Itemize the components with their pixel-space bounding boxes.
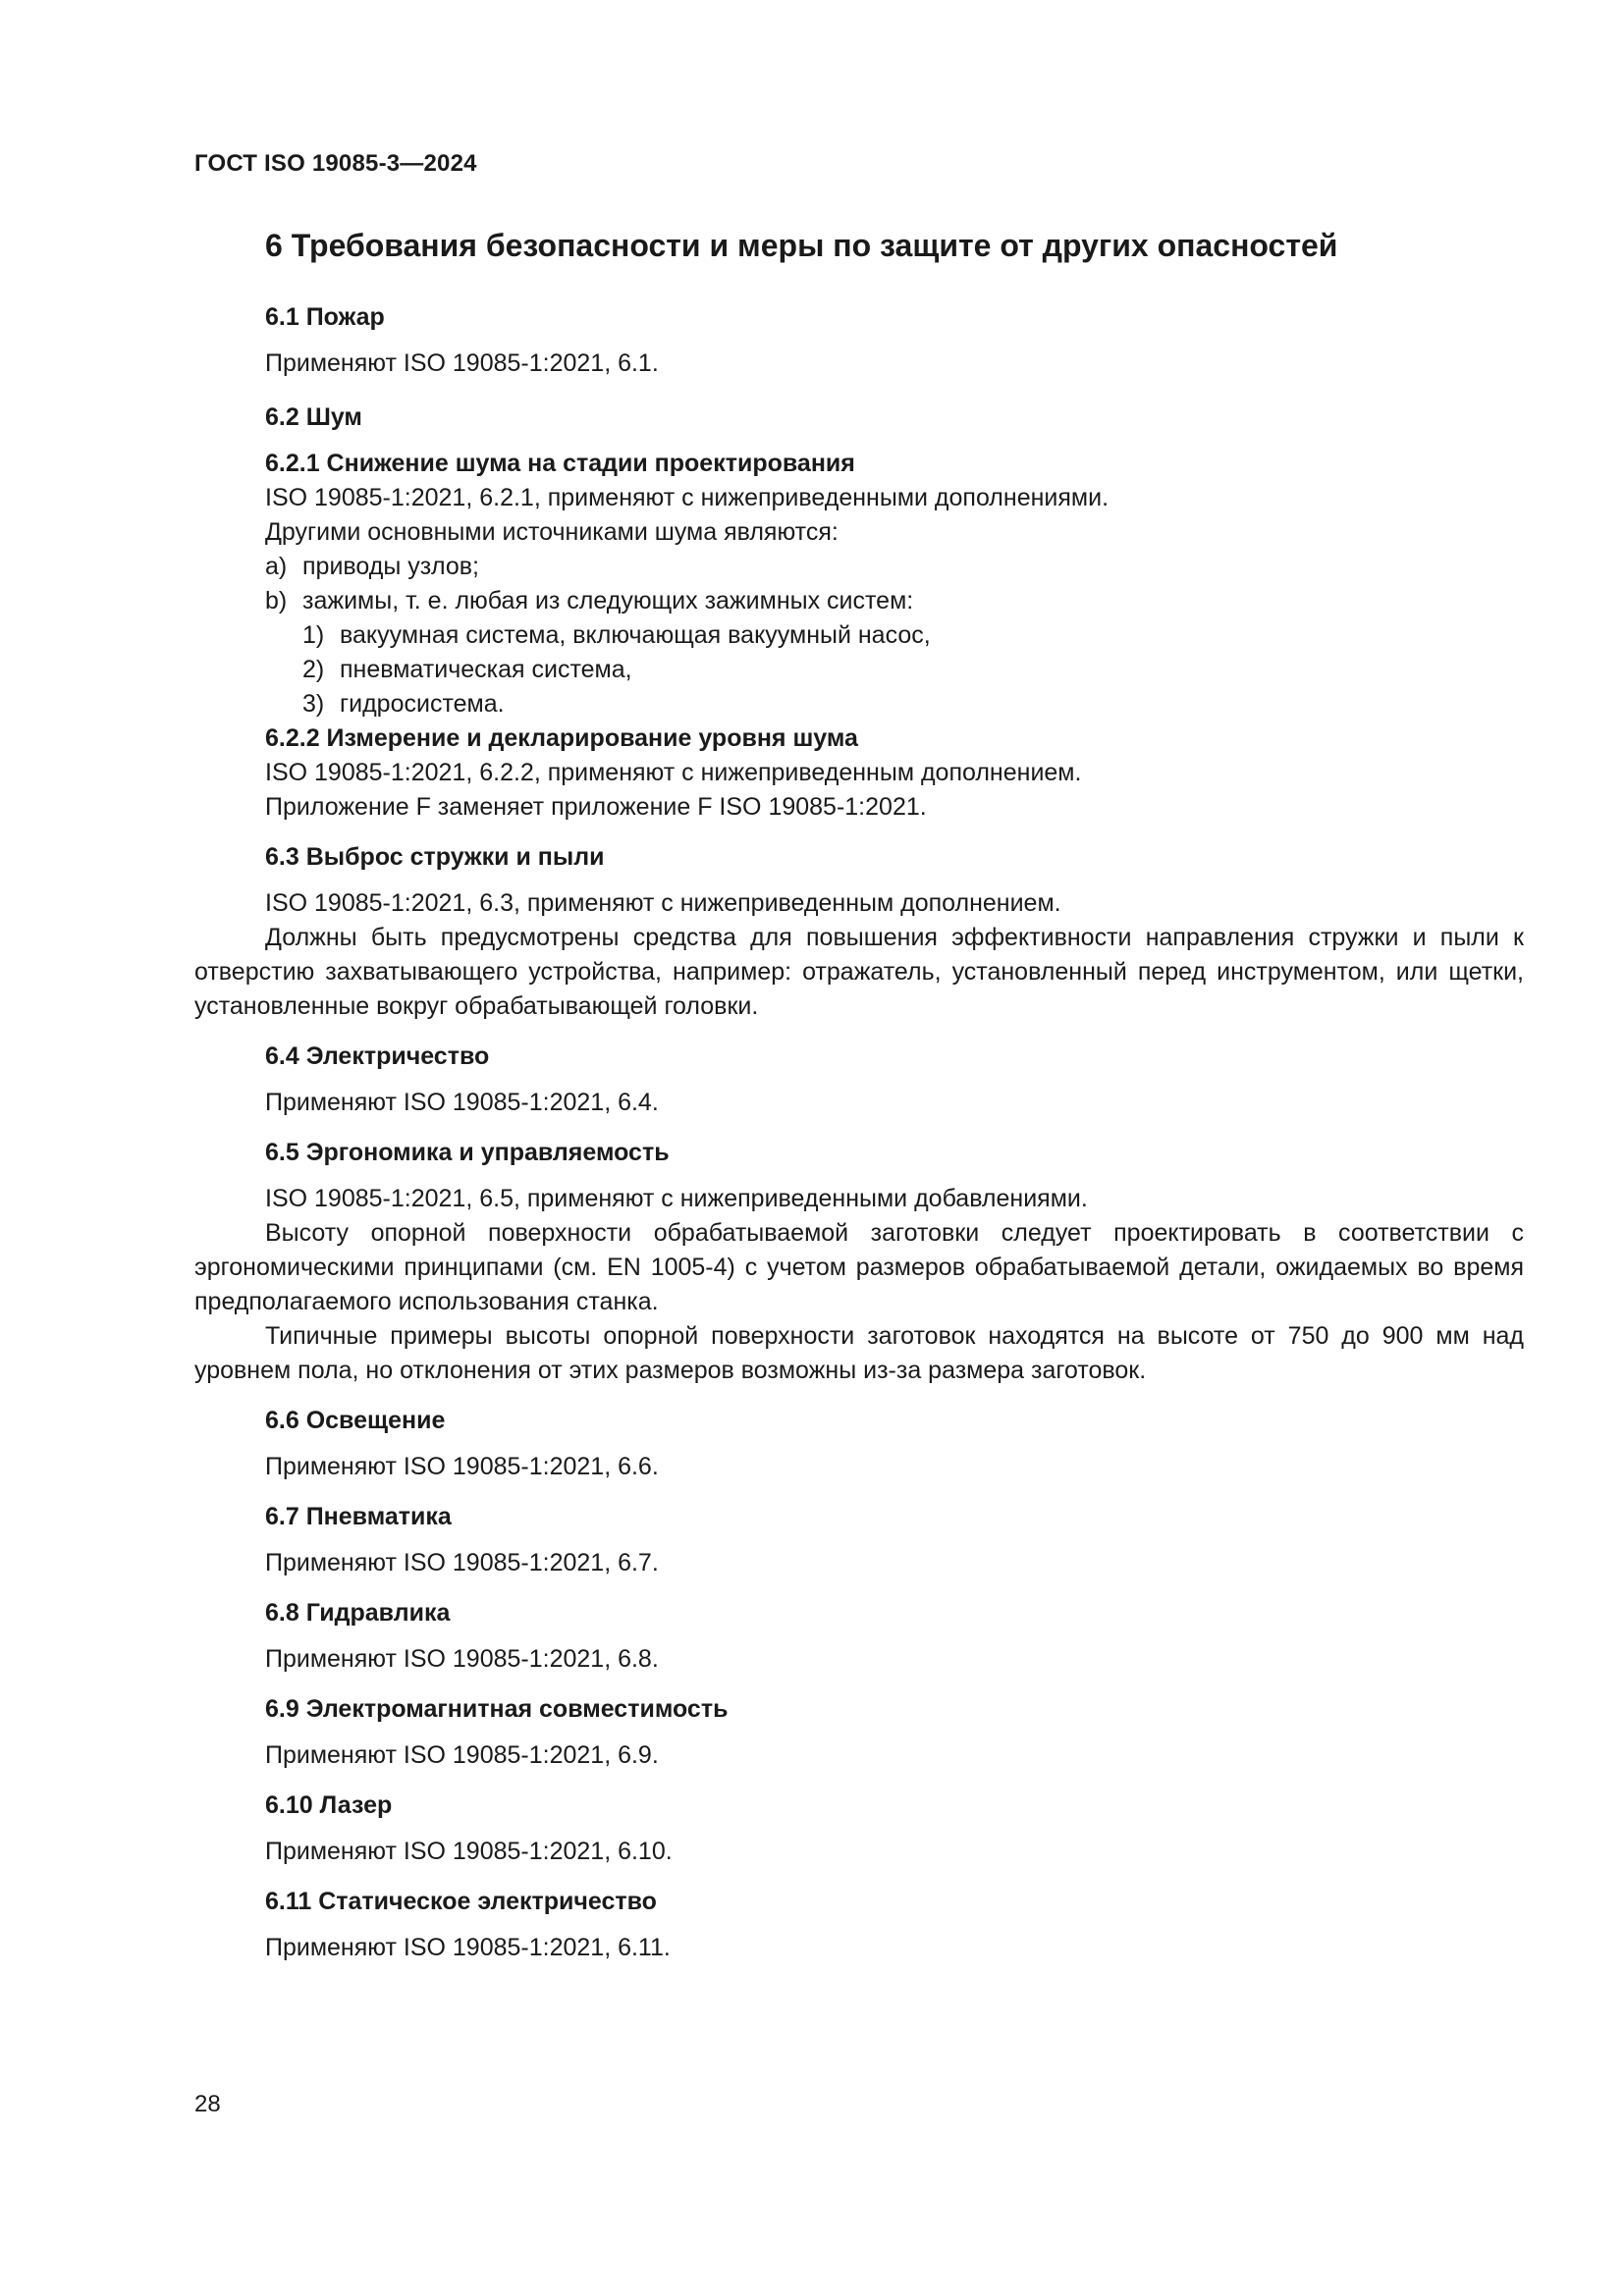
section-6-3-title: 6.3 Выброс стружки и пыли — [265, 843, 605, 871]
section-6-title: 6 Требования безопасности и меры по защите от других опасностей — [265, 228, 1338, 263]
section-6-4-title: 6.4 Электричество — [265, 1042, 490, 1070]
section-6-1-text: Применяют ISO 19085-1:2021, 6.1. — [265, 349, 659, 377]
section-6-2-2-title: 6.2.2 Измерение и декларирование уровня шума — [265, 724, 858, 752]
section-6-2-2-p2: Приложение F заменяет приложение F ISO 19085-1:2021. — [265, 793, 927, 821]
section-6-6-title: 6.6 Освещение — [265, 1407, 446, 1434]
section-6-2-1-p1: ISO 19085-1:2021, 6.2.1, применяют с нижеприведенными дополнениями. — [265, 484, 1110, 511]
section-6-5-title: 6.5 Эргономика и управляемость — [265, 1139, 670, 1166]
section-6-2-title: 6.2 Шум — [265, 403, 362, 431]
page-number: 28 — [194, 2091, 221, 2117]
section-6-11-text: Применяют ISO 19085-1:2021, 6.11. — [265, 1934, 671, 1961]
section-6-4-text: Применяют ISO 19085-1:2021, 6.4. — [265, 1089, 659, 1116]
list-marker: 1) — [302, 621, 325, 649]
section-6-6-text: Применяют ISO 19085-1:2021, 6.6. — [265, 1453, 659, 1480]
list-marker: b) — [265, 587, 288, 614]
list-text: приводы узлов; — [302, 553, 479, 580]
section-6-5-p2: Высоту опорной поверхности обрабатываемой заготовки следует проектировать в соответствии с эргономическими принципами (см. EN 1005-4) с учетом размеров обрабатываемой детали, ожидаемых во время предполагаемого использования станка. — [194, 1219, 1524, 1315]
section-6-9-text: Применяют ISO 19085-1:2021, 6.9. — [265, 1741, 659, 1769]
section-6-8-title: 6.8 Гидравлика — [265, 1599, 451, 1627]
list-text: вакуумная система, включающая вакуумный насос, — [340, 621, 931, 649]
section-6-3-p2: Должны быть предусмотрены средства для повышения эффективности направления стружки и пыли к отверстию захватывающего устройства, например: отражатель, установленный перед инструментом, или щетки, установленные вокруг обрабатывающей головки. — [194, 924, 1524, 1020]
document-header: ГОСТ ISO 19085-3—2024 — [194, 150, 477, 177]
sublist-item-2 — [302, 653, 1524, 687]
section-6-3-p1: ISO 19085-1:2021, 6.3, применяют с нижеприведенным дополнением. — [265, 889, 1061, 917]
section-6-2-1-title: 6.2.1 Снижение шума на стадии проектирования — [265, 450, 855, 477]
section-6-7-text: Применяют ISO 19085-1:2021, 6.7. — [265, 1549, 659, 1576]
list-text: пневматическая система, — [340, 656, 632, 683]
section-6-5-p3: Типичные примеры высоты опорной поверхности заготовок находятся на высоте от 750 до 900 мм над уровнем пола, но отклонения от этих размеров возможны из-за размера заготовок. — [194, 1322, 1524, 1384]
sublist-item-1 — [302, 618, 1524, 653]
list-item-b — [265, 584, 1524, 618]
section-6-5-p1: ISO 19085-1:2021, 6.5, применяют с нижеприведенными добавлениями. — [265, 1185, 1088, 1212]
list-marker: 3) — [302, 690, 325, 718]
section-6-2-1-p2: Другими основными источниками шума являются: — [265, 518, 839, 546]
section-6-10-text: Применяют ISO 19085-1:2021, 6.10. — [265, 1838, 673, 1865]
page-content — [194, 224, 1524, 1965]
section-6-1-title: 6.1 Пожар — [265, 303, 385, 331]
list-text: зажимы, т. е. любая из следующих зажимных систем: — [302, 587, 914, 614]
list-item-a — [265, 550, 1524, 584]
list-marker: 2) — [302, 656, 325, 683]
section-6-8-text: Применяют ISO 19085-1:2021, 6.8. — [265, 1645, 659, 1673]
list-marker: a) — [265, 553, 288, 580]
section-6-2-2-p1: ISO 19085-1:2021, 6.2.2, применяют с нижеприведенным дополнением. — [265, 759, 1082, 786]
sublist-item-3 — [302, 687, 1524, 721]
section-6-9-title: 6.9 Электромагнитная совместимость — [265, 1695, 729, 1723]
section-6-10-title: 6.10 Лазер — [265, 1791, 393, 1819]
section-6-11-title: 6.11 Статическое электричество — [265, 1888, 657, 1915]
list-text: гидросистема. — [340, 690, 505, 718]
section-6-7-title: 6.7 Пневматика — [265, 1503, 452, 1530]
